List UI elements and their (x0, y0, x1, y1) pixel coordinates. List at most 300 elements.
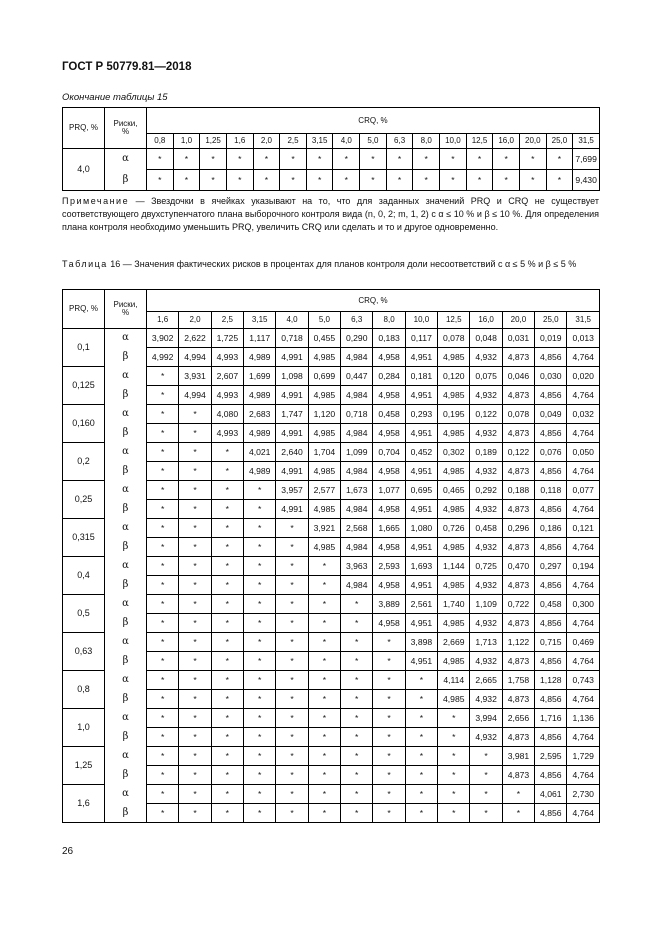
risk-value-cell: * (341, 652, 373, 671)
risk-value-cell: 4,856 (535, 576, 567, 595)
risk-value-cell: 4,985 (308, 386, 340, 405)
risk-value-cell: 1,120 (308, 405, 340, 424)
risk-value-cell: 4,932 (470, 500, 502, 519)
risk-value-cell: * (276, 728, 308, 747)
crq-column-header: 31,5 (567, 312, 600, 329)
risk-value-cell: * (244, 519, 276, 538)
table-row (63, 595, 600, 614)
page-number: 26 (62, 846, 74, 857)
risk-value-cell: * (211, 576, 243, 595)
risk-value-cell: * (341, 804, 373, 823)
risk-value-cell: 0,699 (308, 367, 340, 386)
risk-value-cell: 1,665 (373, 519, 405, 538)
risk-value-cell: 4,991 (276, 424, 308, 443)
risk-value-cell: * (179, 633, 211, 652)
risk-value-cell: 4,932 (470, 348, 502, 367)
risk-value-cell: * (276, 690, 308, 709)
risk-value-cell: * (373, 747, 405, 766)
crq-column-header: 12,5 (466, 134, 493, 149)
risk-value-cell: 0,452 (405, 443, 437, 462)
risk-value-cell: * (308, 785, 340, 804)
table-row (63, 519, 600, 538)
risk-value-cell: * (276, 671, 308, 690)
table-row (63, 633, 600, 652)
risk-value-cell: 0,032 (567, 405, 600, 424)
risk-value-cell: * (244, 804, 276, 823)
risk-value-cell: * (211, 595, 243, 614)
risk-value-cell: * (179, 747, 211, 766)
crq-column-header: 8,0 (373, 312, 405, 329)
risk-value-cell: * (405, 671, 437, 690)
risk-value-cell: * (341, 595, 373, 614)
risk-value-cell: 4,951 (405, 652, 437, 671)
risk-value-cell: 0,186 (535, 519, 567, 538)
table-row (63, 785, 600, 804)
table16-caption (62, 258, 599, 270)
risk-value-cell: 4,873 (502, 462, 534, 481)
risk-value-cell: 4,958 (373, 462, 405, 481)
risk-value-cell: 1,109 (470, 595, 502, 614)
prq-header: PRQ, % (63, 290, 105, 329)
table-row (63, 348, 600, 367)
risk-value-cell: 4,985 (438, 614, 470, 633)
risk-value-cell: 4,856 (535, 652, 567, 671)
risk-value-cell: * (546, 170, 573, 191)
alpha-label: α (105, 785, 147, 804)
alpha-label: α (105, 557, 147, 576)
risk-value-cell: * (244, 690, 276, 709)
risk-value-cell: 0,469 (567, 633, 600, 652)
risk-value-cell: 4,932 (470, 386, 502, 405)
risk-value-cell: * (147, 785, 179, 804)
crq-column-header: 6,3 (386, 134, 413, 149)
risk-value-cell: * (147, 405, 179, 424)
alpha-label: α (105, 367, 147, 386)
risk-value-cell: 0,120 (438, 367, 470, 386)
risk-value-cell: 0,458 (373, 405, 405, 424)
risk-value-cell: * (147, 519, 179, 538)
risk-value-cell: 0,704 (373, 443, 405, 462)
risk-value-cell: * (341, 709, 373, 728)
risk-value-cell: * (360, 170, 387, 191)
risk-value-cell: 0,122 (470, 405, 502, 424)
crq-column-header: 6,3 (341, 312, 373, 329)
risk-value-cell: * (147, 576, 179, 595)
alpha-label: α (105, 671, 147, 690)
risk-value-cell: 4,856 (535, 728, 567, 747)
risk-value-cell: 4,873 (502, 386, 534, 405)
risk-value-cell: * (308, 766, 340, 785)
risk-value-cell: * (244, 633, 276, 652)
risk-value-cell: 4,951 (405, 386, 437, 405)
risk-value-cell: 4,764 (567, 652, 600, 671)
risk-value-cell: 4,061 (535, 785, 567, 804)
crq-column-header: 3,15 (244, 312, 276, 329)
note-lead: Примечание (62, 196, 130, 206)
risk-value-cell: 4,958 (373, 500, 405, 519)
risk-value-cell: * (341, 690, 373, 709)
risk-value-cell: * (276, 538, 308, 557)
risk-value-cell: * (386, 149, 413, 170)
risk-value-cell: * (211, 633, 243, 652)
risk-value-cell: 0,447 (341, 367, 373, 386)
risk-value-cell: * (306, 149, 333, 170)
prq-header: PRQ, % (63, 108, 105, 149)
risk-value-cell: 4,991 (276, 348, 308, 367)
alpha-label: α (105, 709, 147, 728)
risk-value-cell: * (373, 766, 405, 785)
risk-value-cell: * (276, 633, 308, 652)
risk-value-cell: * (173, 149, 200, 170)
risk-value-cell: 0,020 (567, 367, 600, 386)
risk-value-cell: * (147, 557, 179, 576)
risk-value-cell: * (179, 538, 211, 557)
risk-value-cell: 4,985 (438, 386, 470, 405)
risk-value-cell: * (308, 633, 340, 652)
risk-value-cell: 0,030 (535, 367, 567, 386)
beta-label: β (105, 348, 147, 367)
risk-value-cell: 4,764 (567, 538, 600, 557)
risk-value-cell: 3,931 (179, 367, 211, 386)
risk-value-cell: 4,856 (535, 538, 567, 557)
risk-value-cell: 1,758 (502, 671, 534, 690)
risk-value-cell: * (308, 690, 340, 709)
risk-value-cell: * (280, 149, 307, 170)
risk-value-cell: * (308, 671, 340, 690)
risk-value-cell: * (308, 747, 340, 766)
risk-value-cell: 0,183 (373, 329, 405, 348)
risk-value-cell: 4,989 (244, 348, 276, 367)
risk-value-cell: * (276, 519, 308, 538)
alpha-label: α (105, 443, 147, 462)
risk-value-cell: * (244, 785, 276, 804)
risk-value-cell: 4,951 (405, 424, 437, 443)
beta-label: β (105, 386, 147, 405)
risk-value-cell: 4,958 (373, 386, 405, 405)
risk-value-cell: 0,121 (567, 519, 600, 538)
risk-value-cell: * (308, 804, 340, 823)
risk-value-cell: * (179, 728, 211, 747)
crq-column-header: 25,0 (546, 134, 573, 149)
crq-column-header: 16,0 (493, 134, 520, 149)
risk-value-cell: 4,932 (470, 576, 502, 595)
risk-value-cell: * (341, 671, 373, 690)
risk-value-cell: * (211, 785, 243, 804)
risk-value-cell: * (308, 595, 340, 614)
risk-value-cell: * (147, 424, 179, 443)
risk-value-cell: 2,607 (211, 367, 243, 386)
table-row (63, 804, 600, 823)
prq-value: 0,25 (63, 481, 105, 519)
risk-value-cell: * (360, 149, 387, 170)
crq-column-header: 8,0 (413, 134, 440, 149)
alpha-label: α (105, 747, 147, 766)
header-row (63, 290, 600, 312)
risk-value-cell: * (211, 519, 243, 538)
risk-value-cell: * (253, 170, 280, 191)
table-15 (62, 107, 600, 191)
risk-value-cell: 4,991 (276, 386, 308, 405)
risk-value-cell: 4,951 (405, 348, 437, 367)
risk-value-cell: 0,076 (535, 443, 567, 462)
risk-value-cell: 4,991 (276, 500, 308, 519)
risk-value-cell: 4,989 (244, 386, 276, 405)
risk-value-cell: * (147, 614, 179, 633)
risk-value-cell: 4,764 (567, 804, 600, 823)
risk-value-cell: 1,729 (567, 747, 600, 766)
risk-value-cell: 4,985 (438, 690, 470, 709)
risk-value-cell: 4,856 (535, 500, 567, 519)
risk-value-cell: * (179, 595, 211, 614)
risk-value-cell: 0,300 (567, 595, 600, 614)
risk-value-cell: 4,932 (470, 538, 502, 557)
risk-value-cell: 2,577 (308, 481, 340, 500)
risk-value-cell: * (147, 170, 174, 191)
risk-value-cell: 4,958 (373, 424, 405, 443)
risk-value-cell: 4,989 (244, 424, 276, 443)
risk-value-cell: 4,951 (405, 462, 437, 481)
risk-value-cell: 1,673 (341, 481, 373, 500)
risk-value-cell: 4,873 (502, 728, 534, 747)
risk-value-cell: * (147, 481, 179, 500)
risk-value-cell: * (244, 709, 276, 728)
risk-value-cell: 4,985 (308, 538, 340, 557)
risk-value-cell: * (373, 633, 405, 652)
prq-value: 0,125 (63, 367, 105, 405)
risk-value-cell: 4,932 (470, 614, 502, 633)
risk-value-cell: 4,873 (502, 614, 534, 633)
document-header: ГОСТ Р 50779.81—2018 (62, 61, 192, 73)
risk-value-cell: * (440, 149, 467, 170)
risk-value-cell: 2,656 (502, 709, 534, 728)
risk-value-cell: 0,122 (502, 443, 534, 462)
risk-value-cell: * (341, 633, 373, 652)
risk-value-cell: * (438, 785, 470, 804)
risk-value-cell: 4,932 (470, 462, 502, 481)
risk-value-cell: 4,764 (567, 500, 600, 519)
crq-column-header: 10,0 (405, 312, 437, 329)
risk-value-cell: * (226, 149, 253, 170)
prq-value: 1,6 (63, 785, 105, 823)
risk-value-cell: * (373, 709, 405, 728)
prq-value: 0,5 (63, 595, 105, 633)
risk-value-cell: 4,873 (502, 538, 534, 557)
risk-value-cell: 2,730 (567, 785, 600, 804)
risk-value-cell: 4,764 (567, 766, 600, 785)
risk-value-cell: 4,985 (438, 462, 470, 481)
risk-value-cell: 4,873 (502, 652, 534, 671)
risk-value-cell: * (276, 747, 308, 766)
crq-column-header: 31,5 (573, 134, 600, 149)
risk-value-cell: * (386, 170, 413, 191)
risk-value-cell: * (244, 538, 276, 557)
risk-value-cell: 4,764 (567, 348, 600, 367)
risk-value-cell: 0,195 (438, 405, 470, 424)
risk-value-cell: 4,932 (470, 652, 502, 671)
risk-value-cell: * (280, 170, 307, 191)
risk-value-cell: * (341, 728, 373, 747)
risk-value-cell: 1,713 (470, 633, 502, 652)
risk-value-cell: 4,856 (535, 462, 567, 481)
crq-header: CRQ, % (147, 108, 600, 134)
risk-value-cell: * (276, 652, 308, 671)
risk-value-cell: * (440, 170, 467, 191)
risk-value-cell: 1,693 (405, 557, 437, 576)
crq-column-header: 4,0 (333, 134, 360, 149)
beta-label: β (105, 424, 147, 443)
note-text: — Звездочки в ячейках указывают на то, что для заданных значений PRQ и CRQ не существует соответствующего двухступенчатого плана выборочного контроля вида (n, 0, 2; m, 1, 2) с α ≤ 10 % и β ≤ 10 %. Для определения плана контроля необходимо уменьшить PRQ, увеличить CRQ или сделать и то и другое одновременно. (62, 196, 599, 232)
risk-value-cell: * (244, 481, 276, 500)
risk-value-cell: 3,957 (276, 481, 308, 500)
risk-value-cell: 4,985 (438, 348, 470, 367)
risk-value-cell: * (373, 652, 405, 671)
crq-column-header: 1,0 (173, 134, 200, 149)
risk-value-cell: * (373, 671, 405, 690)
risk-value-cell: * (147, 633, 179, 652)
risk-value-cell: 1,136 (567, 709, 600, 728)
risk-value-cell: * (179, 405, 211, 424)
risk-value-cell: 0,077 (567, 481, 600, 500)
risk-value-cell: * (438, 766, 470, 785)
risk-value-cell: * (244, 671, 276, 690)
table-row (63, 170, 600, 191)
crq-column-header: 2,5 (280, 134, 307, 149)
risk-value-cell: * (470, 785, 502, 804)
risk-value-cell: 2,593 (373, 557, 405, 576)
risk-value-cell: 4,985 (438, 576, 470, 595)
risk-value-cell: * (147, 367, 179, 386)
beta-label: β (105, 804, 147, 823)
risk-value-cell: 4,985 (308, 462, 340, 481)
risk-value-cell: * (179, 652, 211, 671)
risk-value-cell: * (341, 614, 373, 633)
risk-value-cell: 0,290 (341, 329, 373, 348)
risk-value-cell: * (493, 170, 520, 191)
risk-value-cell: * (438, 709, 470, 728)
risk-value-cell: 2,640 (276, 443, 308, 462)
risk-value-cell: * (413, 170, 440, 191)
risk-value-cell: * (276, 766, 308, 785)
risk-value-cell: * (341, 766, 373, 785)
beta-label: β (105, 766, 147, 785)
risk-value-cell: * (276, 804, 308, 823)
risk-value-cell: 0,718 (341, 405, 373, 424)
risk-value-cell: 0,117 (405, 329, 437, 348)
beta-label: β (105, 690, 147, 709)
risk-value-cell: * (306, 170, 333, 191)
table-row (63, 386, 600, 405)
risk-value-cell: * (147, 149, 174, 170)
risk-value-cell: 4,992 (147, 348, 179, 367)
crq-column-header: 2,0 (253, 134, 280, 149)
risk-value-cell: 4,994 (179, 386, 211, 405)
risk-value-cell: 4,985 (438, 500, 470, 519)
risk-value-cell: 3,981 (502, 747, 534, 766)
prq-value: 0,8 (63, 671, 105, 709)
table-row (63, 576, 600, 595)
table-row (63, 728, 600, 747)
risk-value-cell: 1,747 (276, 405, 308, 424)
risk-value-cell: * (405, 785, 437, 804)
risk-value-cell: 3,921 (308, 519, 340, 538)
risk-value-cell: 4,985 (308, 348, 340, 367)
risk-value-cell: 0,296 (502, 519, 534, 538)
risk-value-cell: * (147, 728, 179, 747)
risk-value-cell: 0,050 (567, 443, 600, 462)
risk-value-cell: 4,951 (405, 614, 437, 633)
risk-value-cell: 0,458 (535, 595, 567, 614)
risk-value-cell: * (466, 149, 493, 170)
risk-value-cell: 2,622 (179, 329, 211, 348)
risk-value-cell: 4,985 (308, 424, 340, 443)
beta-label: β (105, 652, 147, 671)
risk-value-cell: * (244, 614, 276, 633)
risk-value-cell: * (405, 690, 437, 709)
risk-value-cell: * (308, 709, 340, 728)
table-row (63, 709, 600, 728)
risk-value-cell: * (405, 728, 437, 747)
risk-value-cell: * (179, 576, 211, 595)
risk-value-cell: * (470, 766, 502, 785)
risk-value-cell: 2,561 (405, 595, 437, 614)
risk-value-cell: 4,958 (373, 348, 405, 367)
risk-value-cell: 4,984 (341, 424, 373, 443)
alpha-label: α (105, 595, 147, 614)
risk-value-cell: 0,189 (470, 443, 502, 462)
risk-value-cell: 1,740 (438, 595, 470, 614)
risk-header: Риски, % (105, 290, 147, 329)
risk-value-cell: 3,902 (147, 329, 179, 348)
risk-value-cell: * (211, 747, 243, 766)
risk-value-cell: 4,764 (567, 424, 600, 443)
risk-value-cell: 4,984 (341, 386, 373, 405)
crq-column-header: 20,0 (502, 312, 534, 329)
risk-value-cell: 0,725 (470, 557, 502, 576)
risk-value-cell: 0,048 (470, 329, 502, 348)
risk-value-cell: 4,985 (438, 652, 470, 671)
risk-value-cell: 4,114 (438, 671, 470, 690)
risk-value-cell: 4,984 (341, 348, 373, 367)
risk-value-cell: 0,075 (470, 367, 502, 386)
risk-value-cell: 4,856 (535, 386, 567, 405)
risk-value-cell: * (179, 614, 211, 633)
risk-value-cell: * (211, 766, 243, 785)
risk-value-cell: 4,764 (567, 728, 600, 747)
risk-value-cell: * (244, 576, 276, 595)
risk-value-cell: * (308, 728, 340, 747)
risk-value-cell: * (373, 728, 405, 747)
risk-value-cell: * (200, 170, 227, 191)
risk-value-cell: * (308, 576, 340, 595)
risk-value-cell: * (276, 614, 308, 633)
risk-value-cell: 0,046 (502, 367, 534, 386)
table-row (63, 424, 600, 443)
risk-value-cell: * (147, 766, 179, 785)
risk-value-cell: 1,704 (308, 443, 340, 462)
crq-column-header: 5,0 (360, 134, 387, 149)
table-row (63, 614, 600, 633)
risk-value-cell: * (438, 728, 470, 747)
risk-value-cell: 0,718 (276, 329, 308, 348)
table-row (63, 405, 600, 424)
crq-column-header: 20,0 (519, 134, 546, 149)
table-row (63, 557, 600, 576)
crq-column-header: 1,6 (147, 312, 179, 329)
prq-value: 0,4 (63, 557, 105, 595)
alpha-label: α (105, 329, 147, 348)
risk-value-cell: 4,764 (567, 576, 600, 595)
risk-value-cell: * (147, 690, 179, 709)
